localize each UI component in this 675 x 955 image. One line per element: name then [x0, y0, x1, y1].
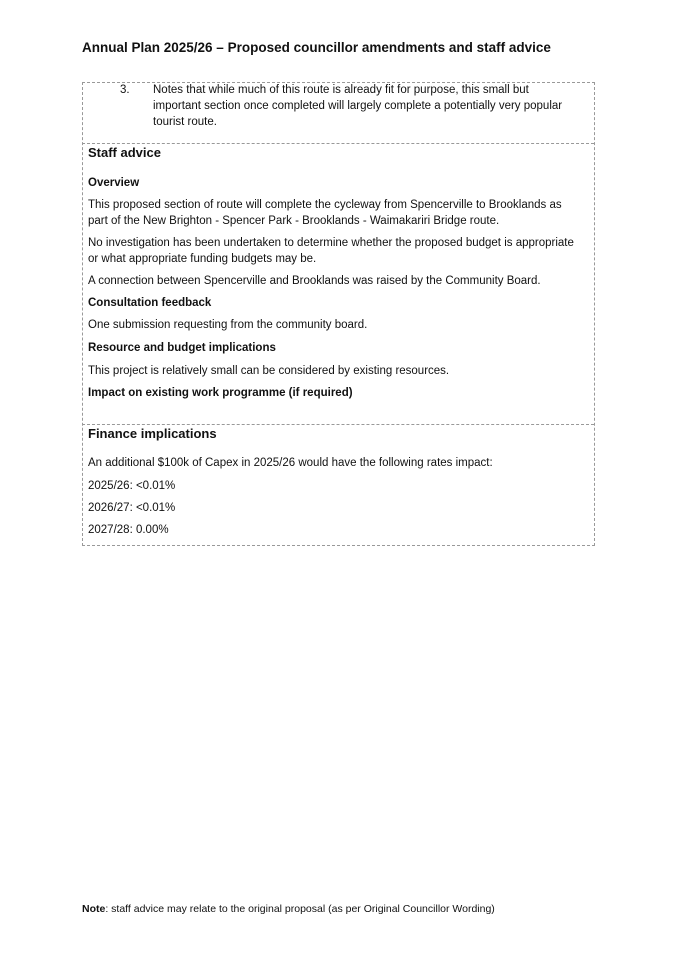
staff-advice-heading: Staff advice: [88, 145, 161, 160]
finance-heading: Finance implications: [88, 426, 217, 441]
paragraph: This project is relatively small can be considered by existing resources.: [88, 365, 450, 377]
rates-row: 2026/27: <0.01%: [88, 502, 176, 514]
impact-heading: Impact on existing work programme (if required): [88, 387, 353, 399]
divider: [82, 143, 594, 144]
item-number: 3.: [120, 84, 130, 96]
consultation-heading: Consultation feedback: [88, 297, 212, 309]
note-text: : staff advice may relate to the original proposal (as per Original Councillor Wording): [105, 903, 495, 915]
rates-row: 2025/26: <0.01%: [88, 480, 176, 492]
overview-heading: Overview: [88, 177, 140, 189]
page-title: Annual Plan 2025/26 – Proposed councillor amendments and staff advice: [82, 40, 551, 55]
item-line: Notes that while much of this route is already fit for purpose, this small but: [153, 84, 529, 96]
paragraph: or what appropriate funding budgets may be.: [88, 253, 317, 265]
paragraph: part of the New Brighton - Spencer Park - Brooklands - Waimakariri Bridge route.: [88, 215, 500, 227]
footer-note: [82, 901, 495, 917]
resource-heading: Resource and budget implications: [88, 342, 276, 354]
paragraph: No investigation has been undertaken to determine whether the proposed budget is appropriate: [88, 237, 574, 249]
item-line: tourist route.: [153, 116, 217, 128]
paragraph: One submission requesting from the community board.: [88, 319, 368, 331]
paragraph: A connection between Spencerville and Brooklands was raised by the Community Board.: [88, 275, 541, 287]
rates-row: 2027/28: 0.00%: [88, 524, 169, 536]
item-line: important section once completed will largely complete a potentially very popular: [153, 100, 563, 112]
paragraph: An additional $100k of Capex in 2025/26 would have the following rates impact:: [88, 457, 493, 469]
note-label: Note: [82, 903, 106, 915]
divider: [82, 424, 594, 425]
paragraph: This proposed section of route will complete the cycleway from Spencerville to Brooklands as: [88, 199, 562, 211]
